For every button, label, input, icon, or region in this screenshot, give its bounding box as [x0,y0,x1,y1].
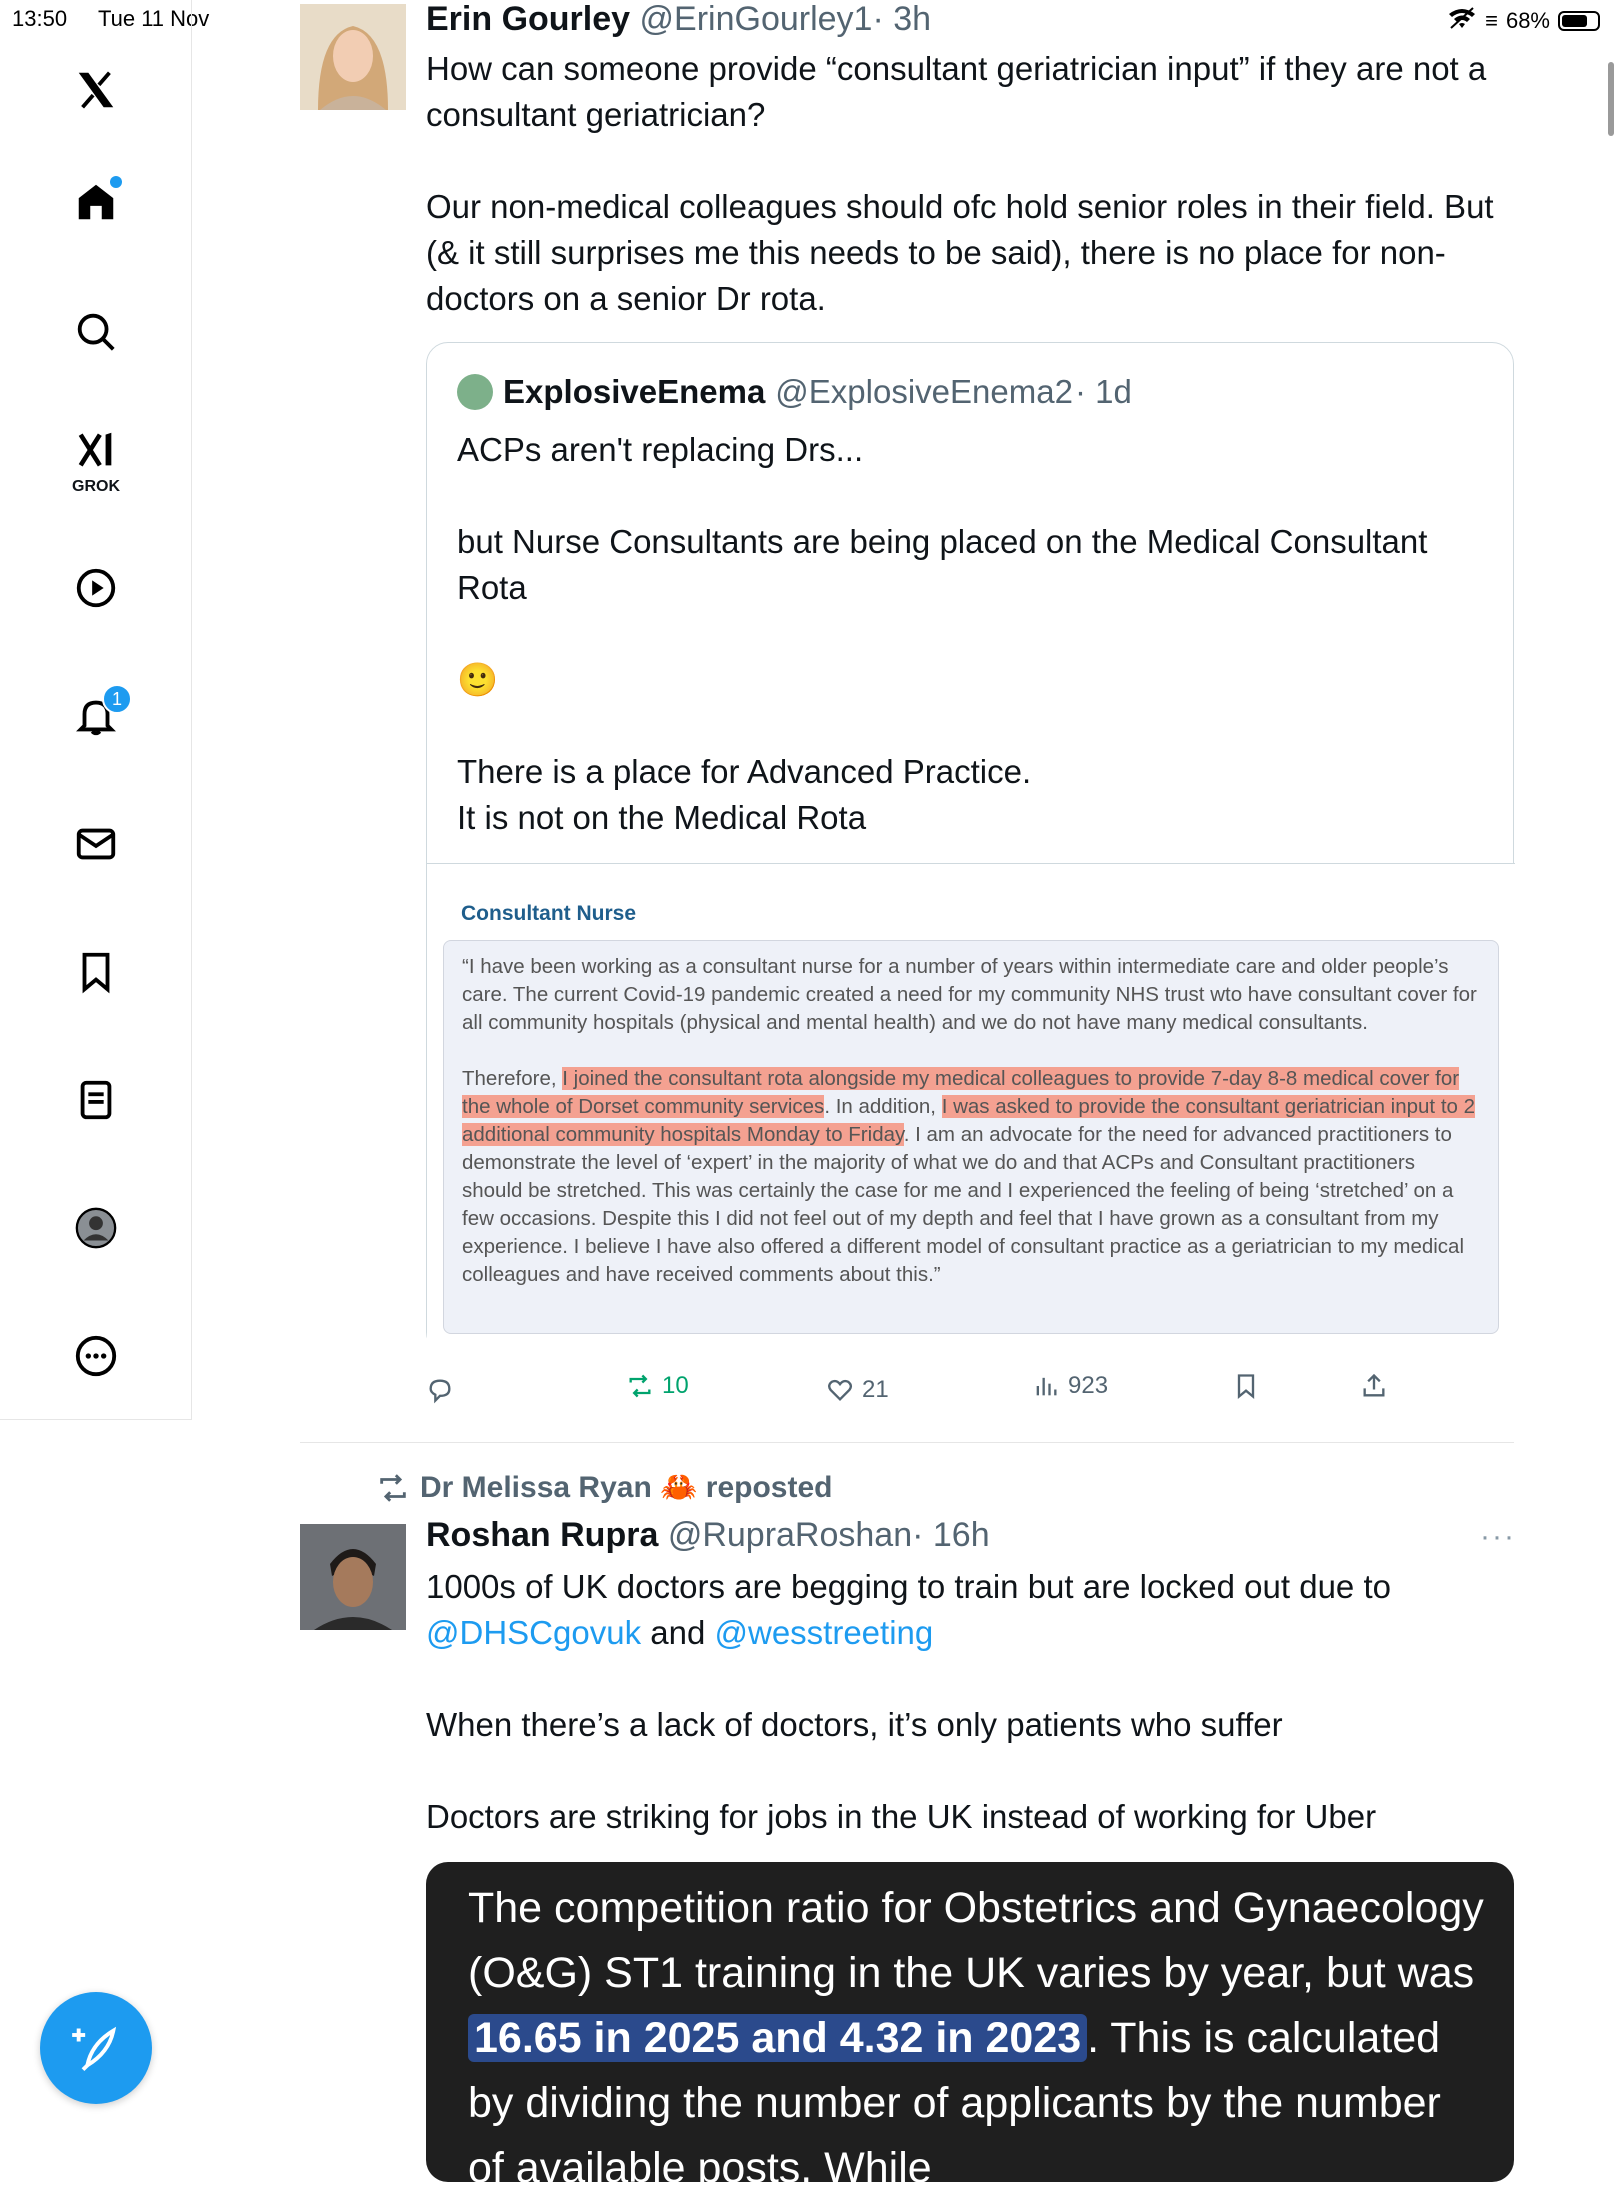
bookmark-button[interactable] [1232,1372,1260,1400]
wifi-icon [1447,6,1477,36]
quoted-name: ExplosiveEnema [503,373,766,410]
views-button[interactable] [1032,1372,1108,1400]
card-text-2: . This is calculated by dividing the number of applicants by the number of available posts. While [468,2014,1441,2192]
mention-dhsc[interactable]: @DHSCgovuk [426,1614,642,1651]
author-handle: @RupraRoshan [667,1516,913,1554]
status-date: Tue 11 Nov [98,6,210,31]
highlight-1: I joined the consultant rota alongside my medical colleagues to provide 7-day 8-8 medical cover for the whole of Dorset community services [462,1067,1460,1118]
menu-lines-icon: ≡ [1485,8,1498,33]
tweet-text-c: When there’s a lack of doctors, it’s only patients who suffer Doctors are striking for jobs in the UK instead of working for Uber [426,1706,1377,1835]
home-notification-dot [110,176,122,188]
p2-text-a: Therefore, [462,1067,563,1090]
tweet-time: · 16h [912,1516,990,1554]
avatar[interactable] [300,4,406,110]
image-heading: Consultant Nurse [461,902,637,925]
x-logo-icon[interactable] [70,64,122,116]
home-icon[interactable] [70,176,122,228]
reply-icon [426,1376,454,1404]
card-text-1: The competition ratio for Obstetrics and Gynaecology (O&G) ST1 training in the UK varies by year, but was [468,1884,1484,1997]
more-icon[interactable] [70,1330,122,1382]
tweet-time: · 3h [872,0,932,38]
retweet-count: 10 [662,1372,689,1399]
image-paragraph-1: “I have been working as a consultant nurse for a number of years within intermediate care and older people’s care. The current Covid-19 pandemic created a need for my community NHS trust wto have consultant cover for all community hospitals (physical and mental health) and we do not have many medical consultants. [462,955,1477,1034]
bookmarks-icon[interactable] [70,946,122,998]
grok-icon[interactable] [70,424,122,476]
tweet-divider [300,1442,1514,1443]
like-button[interactable] [826,1376,889,1404]
author-name: Erin Gourley [426,0,631,38]
image-quote-box [443,940,1499,1334]
tweet-author[interactable] [426,0,931,39]
lists-icon[interactable] [70,1074,122,1126]
share-button[interactable] [1360,1372,1388,1400]
notification-badge: 1 [102,684,132,714]
quoted-author [457,373,1132,411]
heart-icon [826,1376,854,1404]
like-count: 21 [862,1376,889,1403]
quoted-avatar [457,374,493,410]
views-icon [1032,1372,1060,1400]
search-icon[interactable] [70,306,122,358]
author-handle: @ErinGourley1 [639,0,873,38]
compose-button[interactable] [40,1992,152,2104]
grok-label: GROK [72,478,120,495]
repost-indicator[interactable] [376,1470,833,1505]
share-icon [1360,1372,1388,1400]
repost-icon [376,1471,410,1505]
battery-percent: 68% [1505,8,1550,33]
quoted-time: · 1d [1074,373,1132,410]
retweet-icon [626,1372,654,1400]
p2-text-b: . In addition, [824,1095,942,1118]
views-count: 923 [1068,1372,1109,1399]
reposted-by: Dr Melissa Ryan 🦀 reposted [420,1471,833,1504]
more-options-button[interactable]: ··· [1480,1520,1516,1553]
highlight-2: I was asked to provide the consultant geriatrician input to 2 additional community hospitals Monday to Friday [462,1095,1476,1146]
profile-icon[interactable] [70,1202,122,1254]
image-paragraph-2 [462,1065,1480,1289]
scrollbar[interactable] [1608,62,1614,136]
card-highlight: 16.65 in 2025 and 4.32 in 2023 [468,2014,1087,2062]
mention-wesstreeting[interactable]: @wesstreeting [714,1614,934,1651]
quoted-handle: @ExplosiveEnema2 [775,373,1073,410]
notifications-icon[interactable] [70,690,122,742]
battery-icon [1558,11,1600,31]
quoted-text: ACPs aren't replacing Drs... but Nurse Consultants are being placed on the Medical Consultant Rota 🙂 There is a place for Advanced Practice. It is not on the Medical Rota [457,431,1428,836]
p2-text-c: . I am an advocate for the need for advanced practitioners to demonstrate the level of ‘expert’ in the majority of what we do and that ACPs and Consultant practitioners should be stretched. This was certainly the case for me and I experienced the feeling of being ‘stretched’ on a few occasions. Despite this I did not feel out of my depth and feel that I have grown as a consultant from my experience. I believe I have also offered a different model of consultant practice as a geriatrician to my medical colleagues and have received comments about this.” [462,1123,1465,1286]
tweet-text: How can someone provide “consultant geriatrician input” if they are not a consultant geriatrician? Our non-medical colleagues should ofc hold senior roles in their field. But (& it still surprises me this needs to be said), there is no place for non-doctors on a senior Dr rota. [426,50,1494,317]
tweet-image-card[interactable] [426,1862,1514,2192]
feather-plus-icon [70,2022,122,2074]
card-text [468,1876,1488,2201]
tweet-text [426,1564,1516,1840]
quoted-image[interactable] [427,863,1515,1355]
bookmark-icon [1232,1372,1260,1400]
reply-button[interactable] [426,1376,454,1404]
status-right [1447,6,1600,36]
status-time: 13:50 [12,6,68,31]
tweet-text-a: 1000s of UK doctors are begging to train but are locked out due to [426,1568,1401,1605]
author-name: Roshan Rupra [426,1516,659,1554]
messages-icon[interactable] [70,818,122,870]
tweet-actions [426,1372,1426,1416]
video-icon[interactable] [70,562,122,614]
quoted-tweet[interactable] [426,342,1514,1354]
avatar[interactable] [300,1524,406,1630]
tweet-author[interactable] [426,1516,990,1555]
sidebar [0,0,192,1420]
retweet-button[interactable] [626,1372,689,1400]
tweet-text-b: and [641,1614,715,1651]
